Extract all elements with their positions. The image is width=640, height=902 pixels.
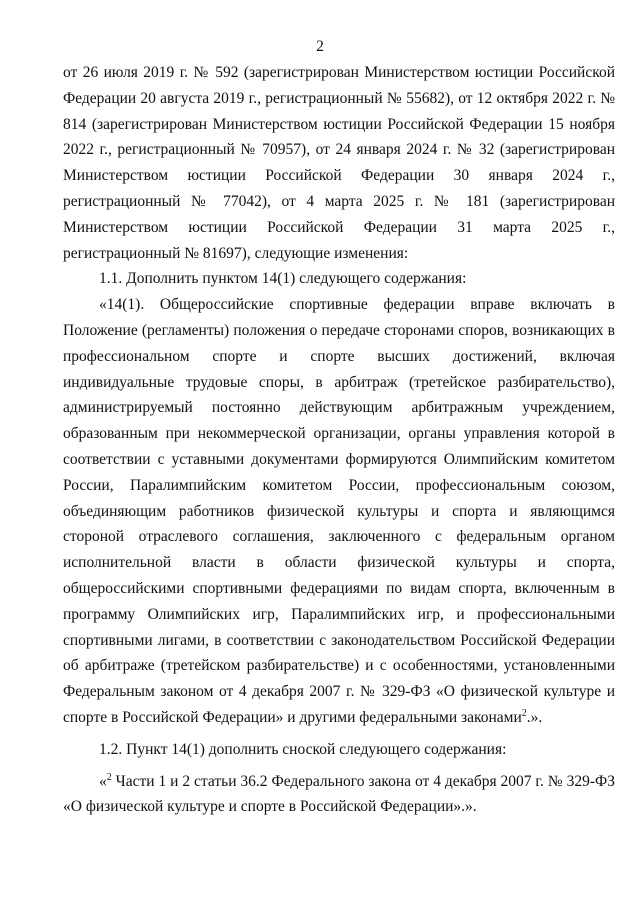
paragraph-amendment-list: от 26 июля 2019 г. № 592 (зарегистрирован Министерством юстиции Российской Федерации 20 августа 2019 г., регистрационный № 55682), от 12 октября 2022 г. № 814 (зарегистрирован Министерством юстиции Российской Федерации 15 ноября 2022 г., регистрационный № 70957), от 24 января 2024 г. № 32 (зарегистрирован Министерством юстиции Российской Федерации 30 января 2024 г., регистрационный № 77042), от 4 марта 2025 г. № 181 (зарегистрирован Министерством юстиции Российской Федерации 31 марта 2025 г., регистрационный № 81697), следующие изменения:	[63, 64, 615, 262]
footnote-marker: 2	[521, 707, 527, 719]
clause-14-1-closing: .».	[526, 708, 543, 726]
footnote-open-quote: «	[99, 772, 107, 790]
paragraph-footnote-text	[63, 769, 615, 821]
paragraph-clause-14-1	[63, 292, 615, 731]
paragraph-item-1-1: 1.1. Дополнить пунктом 14(1) следующего содержания:	[99, 270, 467, 288]
footnote-number: 2	[106, 771, 112, 783]
page-number: 2	[316, 38, 324, 55]
clause-14-1-text: «14(1). Общероссийские спортивные федерации вправе включать в Положение (регламенты) положения о передаче сторонами споров, возникающих в профессиональном спорте и спорте высших достижений, включая индивидуальные трудовые споры, в арбитраж (третейское разбирательство), администрируемый постоянно действующим арбитражным учреждением, образованным при некоммерческой организации, органы управления которой в соответствии с уставными документами формируются Олимпийским комитетом России, Паралимпийским комитетом России, профессиональным союзом, объединяющим работников физической культуры и спорта и являющимся стороной отраслевого соглашения, заключенного с федеральным органом исполнительной власти в области физической культуры и спорта, общероссийскими спортивными федерациями по видам спорта, включенным в программу Олимпийских игр, Паралимпийских игр, и профессиональными спортивными лигами, в соответствии с законодательством Российской Федерации об арбитраже (третейском разбирательстве) и с особенностями, установленными Федеральным законом от 4 декабря 2007 г. № 329-ФЗ «О физической культуре и спорте в Российской Федерации» и другими федеральными законами	[63, 296, 615, 726]
paragraph-item-1-2: 1.2. Пункт 14(1) дополнить сноской следующего содержания:	[99, 740, 507, 758]
footnote-body: Части 1 и 2 статьи 36.2 Федерального закона от 4 декабря 2007 г. № 329-ФЗ «О физической культуре и спорте в Российской Федерации».».	[63, 772, 615, 816]
document-body	[63, 60, 615, 820]
